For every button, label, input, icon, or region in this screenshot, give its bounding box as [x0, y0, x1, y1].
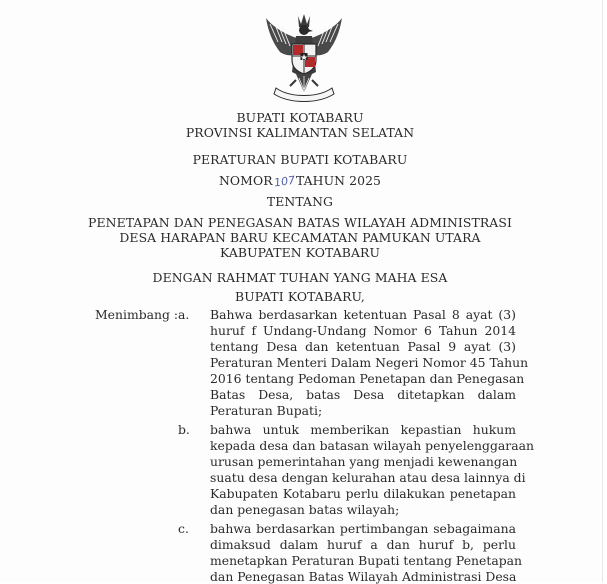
- page-edge: [602, 0, 603, 582]
- regulation-title-line: PENETAPAN DAN PENEGASAN BATAS WILAYAH ADMINISTRASI: [88, 215, 512, 230]
- consideration-line: urusan pemerintahan yang menjadi kewenangan: [210, 454, 518, 469]
- consideration-letter-c: c.: [178, 521, 189, 536]
- handwritten-number: 107: [272, 173, 296, 190]
- consideration-line: menetapkan Peraturan Bupati tentang Penetapan: [210, 553, 523, 568]
- consideration-line: Peraturan Menteri Dalam Negeri Nomor 45 Tahun: [210, 355, 529, 370]
- regulation-title-line: KABUPATEN KOTABARU: [219, 245, 381, 260]
- consideration-line: kepada desa dan batasan wilayah penyelenggaraan: [210, 438, 534, 453]
- regulation-number: [0, 173, 600, 189]
- consideration-line: dan penegasan batas wilayah;: [210, 502, 400, 517]
- consideration-line: Bahwa berdasarkan ketentuan Pasal 8 ayat (3): [210, 307, 516, 322]
- about-label: TENTANG: [266, 194, 334, 209]
- consideration-line: huruf f Undang-Undang Nomor 6 Tahun 2014: [210, 323, 516, 338]
- consideration-line: tentang Desa dan ketentuan Pasal 9 ayat (3): [210, 339, 516, 354]
- invocation: DENGAN RAHMAT TUHAN YANG MAHA ESA: [152, 270, 448, 285]
- issuer: BUPATI KOTABARU,: [235, 289, 365, 304]
- consideration-line: Peraturan Bupati;: [210, 403, 323, 418]
- garuda-emblem-icon: [262, 12, 346, 104]
- consideration-line: bahwa berdasarkan pertimbangan sebagaimana: [210, 521, 516, 536]
- considerations-label: Menimbang :: [95, 307, 179, 322]
- consideration-line: suatu desa dengan kelurahan atau desa lainnya di: [210, 470, 526, 485]
- number-prefix: NOMOR: [218, 173, 273, 188]
- province-title: PROVINSI KALIMANTAN SELATAN: [185, 125, 415, 140]
- consideration-line: Batas Desa, batas Desa ditetapkan dalam: [210, 387, 516, 402]
- official-title: BUPATI KOTABARU: [236, 110, 364, 125]
- consideration-letter-a: a.: [178, 307, 190, 322]
- consideration-line: 2016 tentang Pedoman Penetapan dan Penegasan: [210, 371, 525, 386]
- consideration-line: bahwa untuk memberikan kepastian hukum: [210, 422, 516, 437]
- consideration-letter-b: b.: [178, 422, 190, 437]
- consideration-line: Kabupaten Kotabaru perlu dilakukan penetapan: [210, 486, 516, 501]
- consideration-line: dimaksud dalam huruf a dan huruf b, perlu: [210, 537, 516, 552]
- regulation-type: PERATURAN BUPATI KOTABARU: [192, 152, 408, 167]
- regulation-title-line: DESA HARAPAN BARU KECAMATAN PAMUKAN UTARA: [119, 230, 481, 245]
- number-suffix: TAHUN 2025: [295, 173, 382, 188]
- consideration-line: dan Penegasan Batas Wilayah Administrasi Desa: [210, 569, 517, 584]
